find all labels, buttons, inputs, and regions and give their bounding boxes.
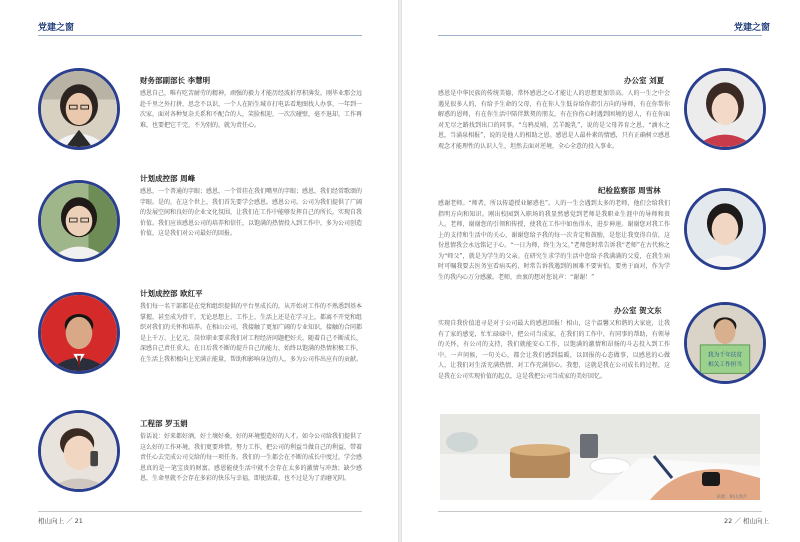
portrait-ou-hongping (38, 292, 120, 374)
left-header-title: 党建之窗 (38, 23, 75, 33)
entry-name: 工程部 罗玉娟 (140, 419, 188, 428)
entry-text: 感谢老师。“师者，所以传道授业解惑也”。人的一生会遇到太多的老师，他们会给我们指明方向和知识。刚出校园到入职场的我显然感觉到老师是我职业生涯中的导师和贵人。老师，谢谢您的引领和传授，使我在工作中如鱼得水，进步神速。谢谢您对我工作上的支持和生活中的关心，谢谢您给予我的每一次肯定和鼓励，是您让我变得自信，这份恩情我会永远铭记于心。“一日为师，终生为父。”老师您时常告诉我“老师”在古代称之为“师父”，就是为学生的父亲。在研究生求学的生活中您给予我满满的父爱，在我生病时可嘱我要去医务室看病买药，时常告诉我遇到的困难不要害怕，要勇于面对，作为学生的我内心万分感激。老师，由衷的想对您说声：“谢谢！” (438, 200, 670, 281)
portrait-li-huiming (38, 68, 120, 150)
entry-text: 感恩是中华民族的传统美德，常怀感恩之心才能让人的思想更加崇高。人的一生之中会遇见很多人的，有给予生命的父母，有在你人生低谷给你指引方向的导师，有在你帮你解惑的恩师，有在你生活中陪伴默契的朋友，有在你伤心时遇到困境的恩人，有在你面对无尽之路找到出口的同事。“乌鸦反哺，羔羊跪乳”，说的是父母养育之恩，“滴水之恩，当涌泉相报”，说的是他人的相助之恩。感恩是人最朴素的情感，只有正确树立感恩观念才能理性的认识人生，坦然去面对逆境，全心全意的投入事业。 (438, 90, 670, 150)
portrait-he-wendong (684, 302, 766, 384)
right-footer-rule (438, 511, 762, 512)
image-caption: 来源：相山图片 (716, 495, 748, 500)
portrait-liu-xia (684, 68, 766, 150)
right-header-title: 党建之窗 (734, 23, 771, 33)
portrait-image (41, 295, 117, 371)
entry-name: 纪检监察部 周雪林 (598, 186, 661, 195)
entry-text: 感恩，一个普通的字眼；感恩，一个常挂在我们嘴里的字眼；感恩，我们经常歌颂的字眼。是的，在这个世上，我们首先要学会感恩。感恩公司。公司为我们提供了广阔的发展空间和良好的企业文化氛围，让我们在工作中能够发挥自己的所长，实现自我价值。我们应该感恩公司的培养和信任，以饱满的热情投入到工作中，多为公司创造价值，这是我们对公司最好的回报。 (140, 188, 363, 237)
portrait-image (41, 71, 117, 147)
right-page (402, 0, 800, 542)
entry-name: 计划成控部 周峰 (140, 174, 196, 183)
left-page (0, 0, 398, 542)
left-header-rule (38, 35, 362, 36)
entry-text: 实现自我价值追寻是对于公司最大的感恩回报！相山，这个温馨又和谐的大家庭，让我有了家的感觉，忙忙碌碌中，把公司当成家，在我们的工作中，有同事的帮助，有领导的关怀，有公司的支持，我们就能安心工作，以饱满的激情和昂扬的斗志投入到工作中。一声问候，一句关心，都会让我们感到温暖，以回报的心态做事，以感恩的心做人，让我们对生活充满热情、对工作充满信心。我想，这就是我在公司成长的过程，这是我在公司实现价值的起点，这是我把公司当成家的美好回忆。 (438, 320, 670, 380)
right-header-rule (438, 35, 762, 36)
left-page-number: 相山向上 ／ 21 (38, 517, 83, 525)
desk-photo (440, 414, 760, 500)
sign-line-1: 我为千年扶贫 (707, 352, 743, 359)
desk-illustration (440, 414, 760, 500)
portrait-zhou-feng (38, 180, 120, 262)
entry-name: 办公室 刘夏 (624, 76, 665, 85)
left-footer-rule (38, 511, 362, 512)
entry-text: 俗话说：好来都好酒，好土壤好桑，好的环境塑造好的人才。如今公司给我们提供了这么好的工作环境，我们更要珍惜。努力工作，把公司的利益当做自己的利益，带着责任心去完成公司交给的每一项任务。我们的一生都会在不断的成长中度过，学会感恩真的是一笔宝贵的财富。感恩能使生活中就不会存在太多的激情与冲劲；缺少感恩，生命里就不会存在多彩的快乐与幸福，即使活着，也不过是为了消磨光阴。 (140, 433, 363, 482)
portrait-luo-yujuan (38, 410, 120, 492)
portrait-image (687, 71, 763, 147)
entry-name: 计划成控部 欧红平 (140, 289, 203, 298)
portrait-image (41, 183, 117, 259)
entry-name: 财务部副部长 李慧明 (140, 76, 211, 85)
portrait-image (687, 305, 763, 381)
sign-line-2: 相关工作担当 (707, 361, 743, 368)
right-page-number: 22 ／ 相山向上 (724, 517, 769, 525)
entry-name: 办公室 贺文东 (614, 306, 662, 315)
entry-text: 我们每一名干部都是在党和组织提供的平台里成长的，从开始对工作的不熟悉到基本掌握，甚至成为骨干，无论思想上、工作上、生活上还是在学习上，都离不开党和组织对我们的关怀和培养。在相山公司，我接触了更加广阔的专业知识，接触的合同都是上千万、上亿元，岗位职业要求我们对工程经济问题把好关，随着自己不断成长，深感自己责任重大。在日后我不断的提升自己的能力，始终以饱满的热情积极工作，在生活上我积极向上充满正能量，帮助和影响身边的人，多为公司作出应有的贡献。 (140, 303, 363, 363)
entry-text: 感恩自己，唯有吃苦耐劳的精神，顽强的毅力才能历经波折厚积薄发。刚毕业那会远赴千里之外打拼，思念不以识，一个人在陌生城市打电话看地图找人办事，一年到一次家，面对各种复杂关系和不配合的人，笑脸相迎，一次次碰壁，毫不退却，工作再难，也要把它干完，不为别的，就为责任心。 (140, 90, 363, 129)
portrait-image (41, 413, 117, 489)
portrait-zhou-xuelin (684, 188, 766, 270)
portrait-image (687, 191, 763, 267)
